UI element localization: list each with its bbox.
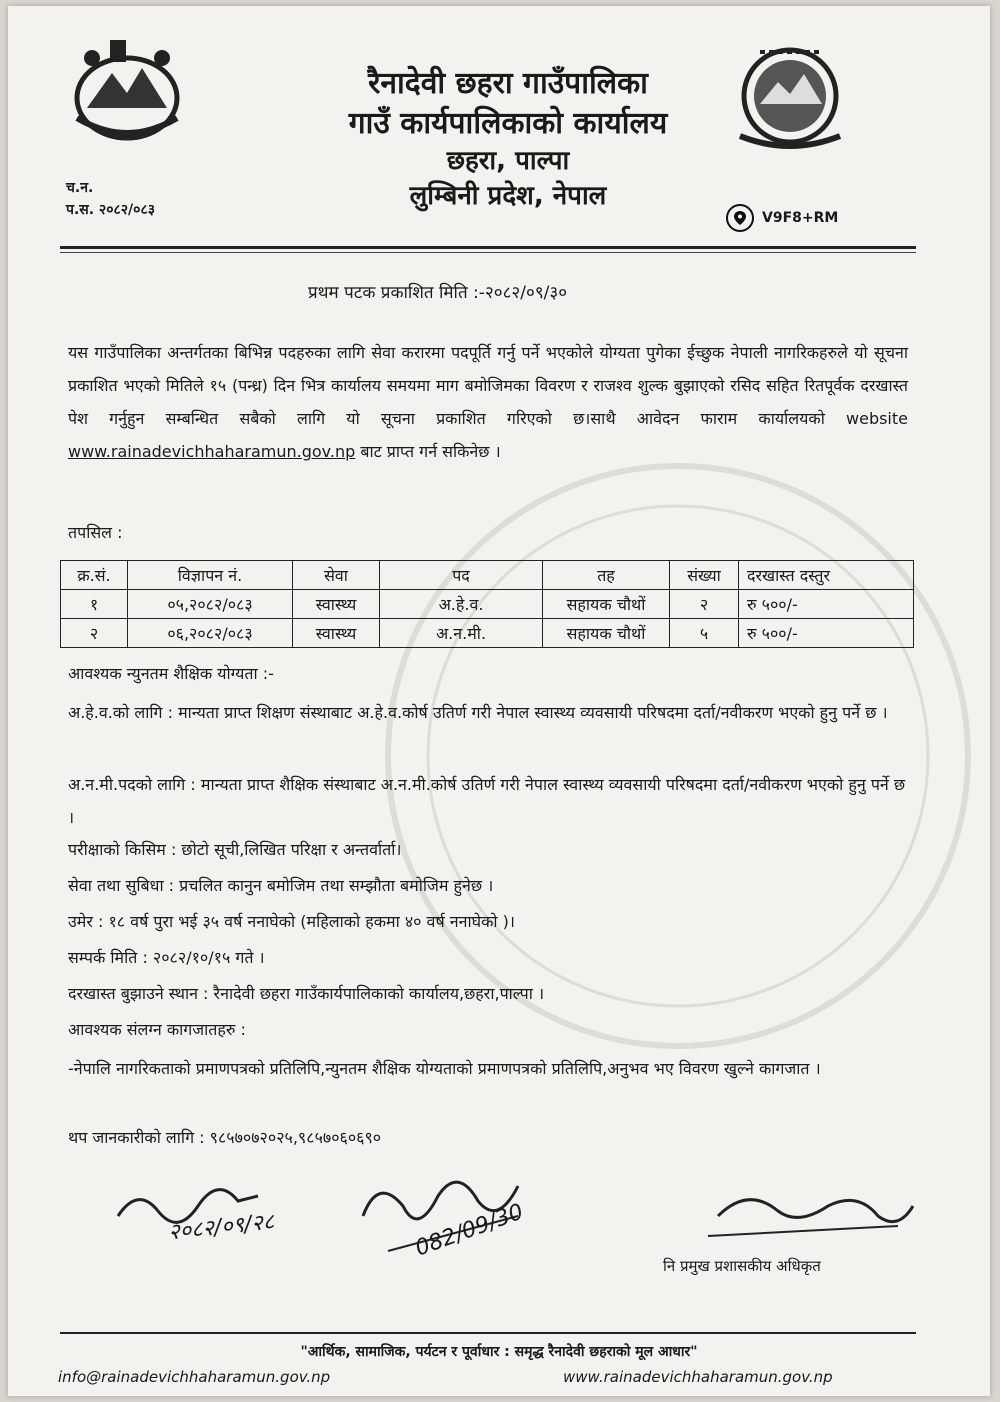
exam-type: परीक्षाको किसिम : छोटो सूची,लिखित परिक्षा र अन्तर्वार्ता। — [68, 840, 402, 859]
notice-body-text: यस गाउँपालिका अन्तर्गतका बिभिन्न पदहरुका लागि सेवा करारमा पदपूर्ति गर्नु पर्ने भएकोले योग्यता पुगेका ईच्छुक नेपाली नागरिकहरुले यो सूचना प्रकाशित भएको मितिले १५ (पन्ध्र) दिन भित्र कार्यालय समयमा माग बमोजिमका विवरण र राजश्व शुल्क बुझाएको रसिद सहित रितपूर्वक दरखास्त पेश गर्नुहुन सम्बन्धित सबैको लागि यो सूचना प्रकाशित गरिएको छ।साथै आवेदन फाराम कार्यालयको website — [68, 343, 908, 428]
website-link[interactable]: www.rainadevichhaharamun.gov.np — [68, 442, 356, 461]
header-divider-thin — [60, 252, 916, 253]
details-heading: तपसिल : — [68, 523, 123, 542]
notice-paper — [8, 6, 990, 1396]
footer-divider — [60, 1332, 916, 1334]
submission-place: दरखास्त बुझाउने स्थान : रैनादेवी छहरा गाउँकार्यपालिकाको कार्यालय,छहरा,पाल्पा । — [68, 984, 545, 1003]
table-cell: ०६,२०८२/०८३ — [128, 619, 293, 648]
officer-title: नि प्रमुख प्रशासकीय अधिकृत — [663, 1257, 821, 1275]
table-cell: २ — [670, 590, 739, 619]
plus-code-text: V9F8+RM — [762, 210, 839, 226]
requirement-aheb: अ.हे.व.को लागि : मान्यता प्राप्त शिक्षण संस्थाबाट अ.हे.व.कोर्ष उतिर्ण गरी नेपाल स्वास्थ्य व्यवसायी परिषदमा दर्ता/नवीकरण भएको हुनु पर्ने छ । — [68, 703, 888, 722]
notice-body — [68, 336, 908, 468]
table-cell: ५ — [670, 619, 739, 648]
contact-date: सम्पर्क मिति : २०८२/१०/१५ गते । — [68, 948, 265, 967]
footer-website[interactable]: www.rainadevichhaharamun.gov.np — [563, 1368, 833, 1386]
table-header: संख्या — [670, 561, 739, 590]
nepal-emblem-icon — [62, 38, 192, 148]
table-cell: स्वास्थ्य — [293, 590, 380, 619]
office-location: छहरा, पाल्पा — [446, 146, 570, 176]
documents-heading: आवश्यक संलग्न कागजातहरु : — [68, 1020, 246, 1039]
signature-1-date: २०८२/०९/२८ — [167, 1209, 276, 1246]
table-cell: २ — [61, 619, 128, 648]
location-pin-icon — [726, 204, 754, 232]
table-cell: अ.हे.व. — [380, 590, 543, 619]
table-header: पद — [380, 561, 543, 590]
table-cell: अ.न.मी. — [380, 619, 543, 648]
table-cell: रु ५००/- — [739, 619, 914, 648]
reference-number: च.न. — [66, 180, 94, 196]
requirements-heading: आवश्यक न्युनतम शैक्षिक योग्यता :- — [68, 664, 274, 683]
plus-code — [726, 204, 838, 232]
province-country: लुम्बिनी प्रदेश, नेपाल — [409, 181, 607, 211]
table-header: विज्ञापन नं. — [128, 561, 293, 590]
notice-body-end: बाट प्राप्त गर्न सकिनेछ । — [360, 442, 501, 461]
requirement-anm: अ.न.मी.पदको लागि : मान्यता प्राप्त शैक्षिक संस्थाबाट अ.न.मी.कोर्ष उतिर्ण गरी नेपाल स्वास्थ्य व्यवसायी परिषदमा दर्ता/नवीकरण भएको हुनु पर्ने छ । — [68, 775, 906, 827]
table-cell: ०५,२०८२/०८३ — [128, 590, 293, 619]
table-header: तह — [543, 561, 670, 590]
table-row — [61, 619, 914, 648]
table-header: दरखास्त दस्तुर — [739, 561, 914, 590]
header-divider — [60, 246, 916, 249]
table-cell: सहायक चौथों — [543, 590, 670, 619]
table-cell: सहायक चौथों — [543, 619, 670, 648]
watermark-stamp — [368, 446, 988, 1066]
more-info-phone: थप जानकारीको लागि : ९८५७०७२०२५,९८५७०६०६९० — [68, 1128, 382, 1147]
service-benefits: सेवा तथा सुबिधा : प्रचलित कानुन बमोजिम तथा सम्झौता बमोजिम हुनेछ । — [68, 876, 494, 895]
office-name: गाउँ कार्यपालिकाको कार्यालय — [348, 106, 668, 141]
municipality-name: रैनादेवी छहरा गाउँपालिका — [368, 66, 648, 101]
table-header-row — [61, 561, 914, 590]
signature-officer — [698, 1176, 928, 1256]
fiscal-year: प.स. २०८२/०८३ — [66, 202, 155, 218]
documents-list: -नेपालि नागरिकताको प्रमाणपत्रको प्रतिलिपि,न्युनतम शैक्षिक योग्यताको प्रमाणपत्रको प्रतिलिपि,अनुभव भए विवरण खुल्ने कागजात । — [68, 1059, 821, 1078]
table-cell: स्वास्थ्य — [293, 619, 380, 648]
table-cell: रु ५००/- — [739, 590, 914, 619]
footer-motto: "आर्थिक, सामाजिक, पर्यटन र पूर्वाधार : समृद्ध रैनादेवी छहराको मूल आधार" — [300, 1344, 698, 1360]
vacancy-table — [60, 560, 914, 648]
footer-email[interactable]: info@rainadevichhaharamun.gov.np — [58, 1368, 331, 1386]
table-row — [61, 590, 914, 619]
published-date: प्रथम पटक प्रकाशित मिति :-२०८२/०९/३० — [308, 283, 568, 303]
table-cell: १ — [61, 590, 128, 619]
table-header: सेवा — [293, 561, 380, 590]
signature-2-date: 082/09/30 — [412, 1199, 527, 1262]
age-limit: उमेर : १८ वर्ष पुरा भई ३५ वर्ष ननाघेको (महिलाको हकमा ४० वर्ष ननाघेको )। — [68, 912, 515, 931]
table-header: क्र.सं. — [61, 561, 128, 590]
